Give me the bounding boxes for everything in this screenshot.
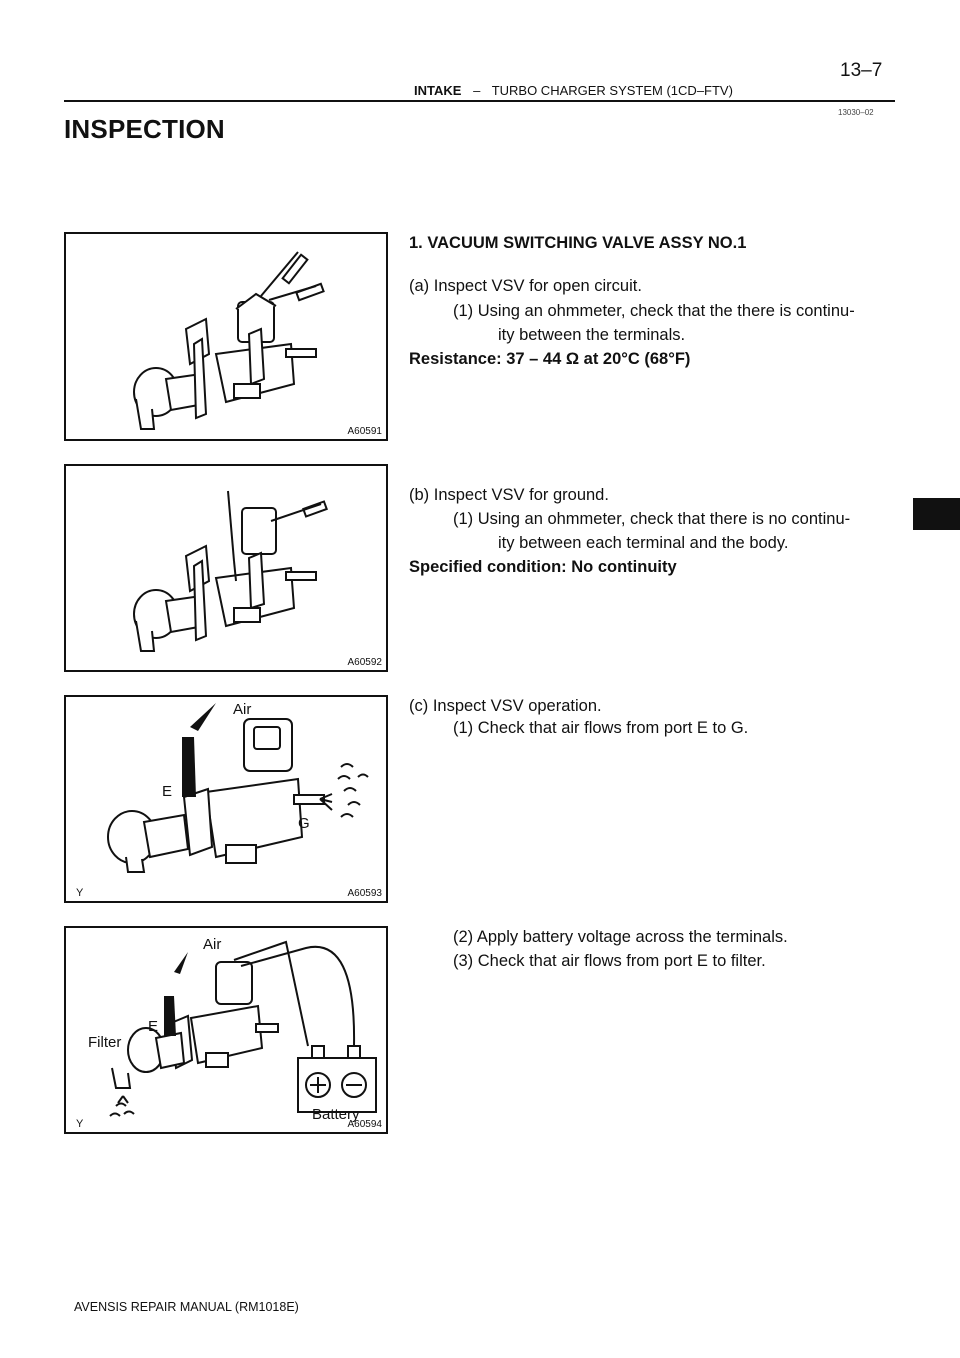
step-b-spec: Specified condition: No continuity: [409, 558, 677, 576]
figure-vsv-battery: [64, 926, 388, 1134]
vsv-ohmmeter-illustration: [66, 234, 386, 439]
label-port-e: E: [162, 783, 173, 800]
figure-vsv-ground: [64, 464, 388, 672]
header-section-name: TURBO CHARGER SYSTEM (1CD–FTV): [491, 83, 733, 98]
label-air: Air: [203, 936, 222, 953]
vsv-ground-illustration: [66, 466, 386, 670]
figure-corner-mark: Y: [76, 1118, 84, 1130]
figure-corner-mark: Y: [76, 887, 84, 899]
figure-id: A60593: [347, 888, 382, 899]
figure-id: A60594: [347, 1119, 382, 1130]
label-air: Air: [233, 701, 252, 718]
vsv-battery-illustration: [66, 928, 386, 1132]
step-c1: (1) Check that air flows from port E to G.: [453, 719, 749, 737]
footer-manual-name: AVENSIS REPAIR MANUAL (RM1018E): [74, 1300, 299, 1314]
step-a-spec: Resistance: 37 – 44 Ω at 20°C (68°F): [409, 350, 691, 368]
page-title: INSPECTION: [64, 114, 225, 144]
label-filter: Filter: [88, 1034, 122, 1051]
side-section-tab: [913, 498, 960, 530]
step-c-title: (c) Inspect VSV operation.: [409, 697, 602, 715]
step-a1-line1: (1) Using an ohmmeter, check that the there is continu-: [453, 302, 855, 320]
vsv-airflow-illustration: [66, 697, 386, 901]
step-b-title: (b) Inspect VSV for ground.: [409, 486, 609, 504]
item-1-heading: 1. VACUUM SWITCHING VALVE ASSY NO.1: [409, 234, 747, 252]
ref-code: 13030–02: [838, 108, 874, 117]
label-battery: Battery: [312, 1106, 360, 1123]
header-section: [414, 83, 733, 98]
header-separator: –: [473, 83, 481, 98]
step-c3: (3) Check that air flows from port E to filter.: [453, 952, 766, 970]
label-port-e: E: [148, 1018, 159, 1035]
step-a-title: (a) Inspect VSV for open circuit.: [409, 277, 642, 295]
header-section-bold: INTAKE: [414, 83, 462, 98]
figure-id: A60592: [347, 657, 382, 668]
figure-id: A60591: [347, 426, 382, 437]
figure-vsv-open-circuit: [64, 232, 388, 441]
step-a1-line2: ity between the terminals.: [498, 326, 686, 344]
figure-vsv-operation: [64, 695, 388, 903]
step-b1-line2: ity between each terminal and the body.: [498, 534, 789, 552]
step-c2: (2) Apply battery voltage across the terminals.: [453, 928, 788, 946]
label-port-g: G: [298, 815, 310, 832]
page-number: 13–7: [840, 60, 883, 81]
step-b1-line1: (1) Using an ohmmeter, check that there is no continu-: [453, 510, 851, 528]
header-rule: [64, 100, 895, 102]
